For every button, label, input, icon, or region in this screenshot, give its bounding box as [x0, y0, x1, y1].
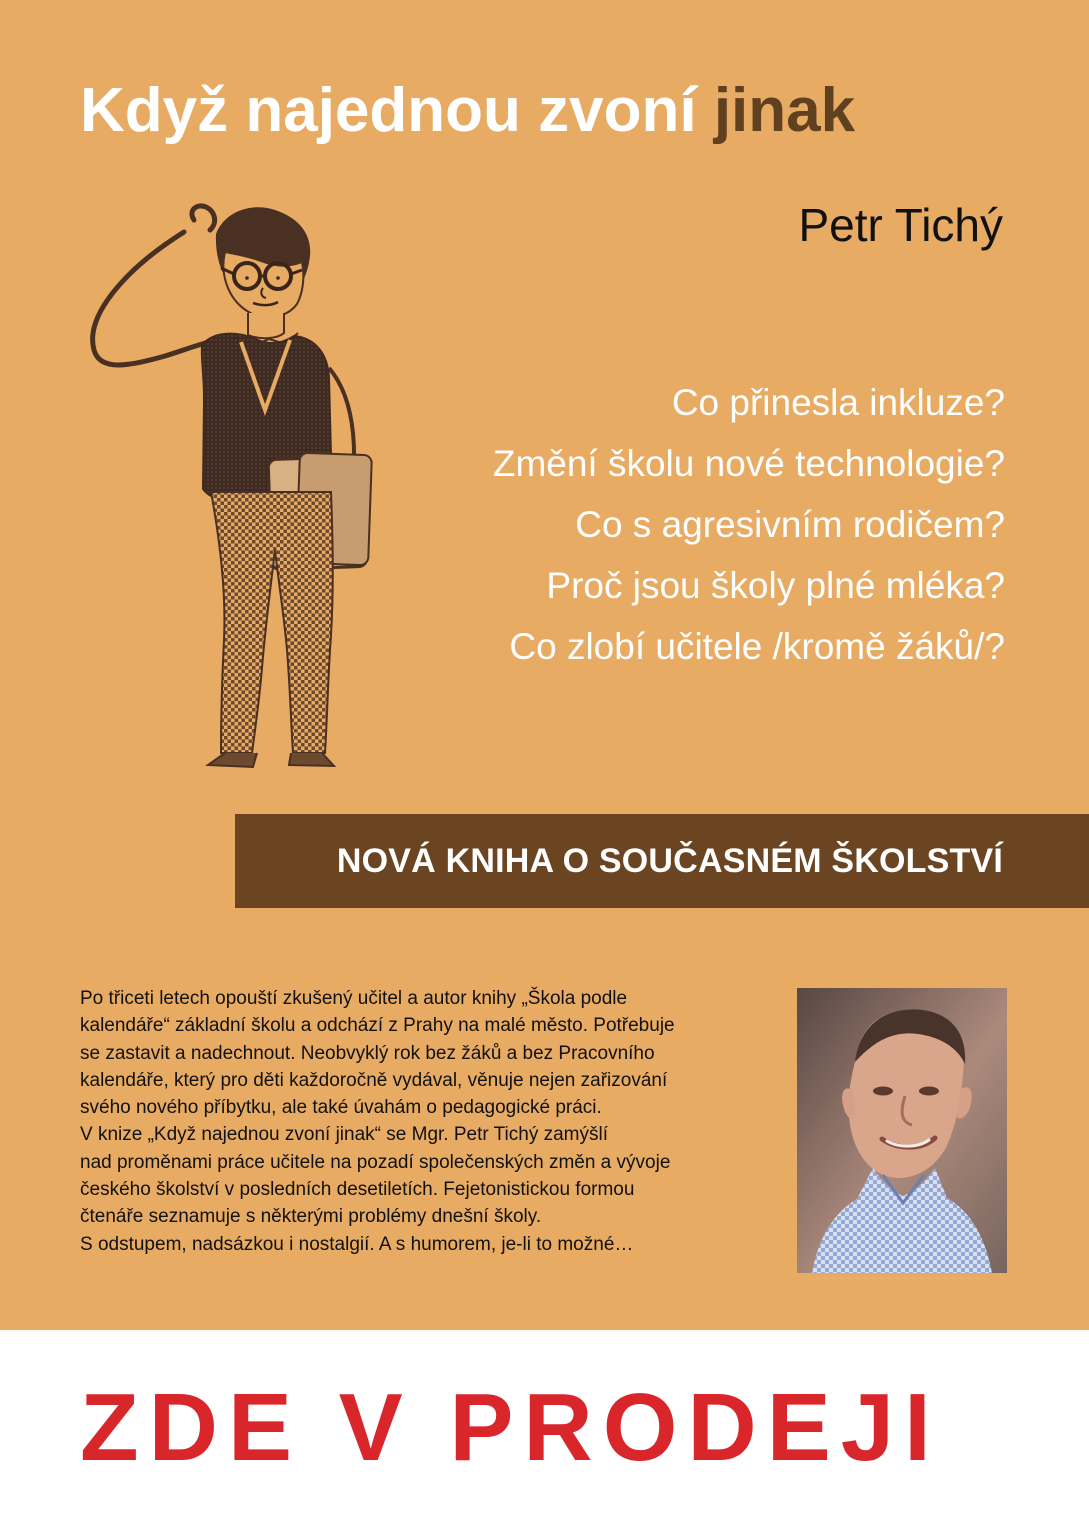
sale-text: ZDE V PRODEJI [80, 1374, 941, 1481]
book-banner [235, 814, 1089, 908]
book-description [80, 985, 792, 1258]
description-line: nad proměnami práce učitele na pozadí společenských změn a vývoje [80, 1151, 671, 1173]
question-item: Proč jsou školy plné mléka? [546, 565, 1005, 606]
question-item: Co s agresivním rodičem? [575, 504, 1005, 545]
book-title-main: Když najednou zvoní [80, 76, 714, 145]
question-list [493, 372, 1005, 677]
sale-area [0, 1330, 1089, 1527]
description-line: českého školství v posledních desetiletích. Fejetonistickou formou [80, 1179, 635, 1201]
description-line: se zastavit a nadechnout. Neobvyklý rok bez žáků a bez Pracovního [80, 1042, 655, 1064]
description-line: čtenáře seznamuje s některými problémy dnešní školy. [80, 1206, 542, 1228]
description-line: kalendáře“ základní školu a odchází z Prahy na malé město. Potřebuje [80, 1015, 675, 1037]
description-line: svého nového příbytku, ale také úvahám o pedagogické práci. [80, 1097, 602, 1119]
teacher-illustration [70, 190, 410, 780]
description-line: S odstupem, nadsázkou i nostalgií. A s humorem, je-li to možné… [80, 1233, 634, 1255]
description-line: Po třiceti letech opouští zkušený učitel a autor knihy „Škola podle [80, 988, 628, 1009]
question-item: Co přinesla inkluze? [671, 382, 1005, 423]
book-title [80, 72, 855, 150]
description-line: V knize „Když najednou zvoní jinak“ se Mgr. Petr Tichý zamýšlí [80, 1124, 608, 1146]
question-item: Změní školu nové technologie? [492, 443, 1005, 484]
book-title-accent: jinak [713, 76, 856, 145]
book-banner-text: NOVÁ KNIHA O SOUČASNÉM ŠKOLSTVÍ [336, 842, 1003, 880]
question-item: Co zlobí učitele /kromě žáků/? [509, 626, 1005, 667]
author-name: Petr Tichý [798, 199, 1003, 251]
author-photo [797, 988, 1007, 1273]
description-line: kalendáře, který pro děti každoročně vydával, věnuje nejen zařizování [80, 1069, 668, 1091]
